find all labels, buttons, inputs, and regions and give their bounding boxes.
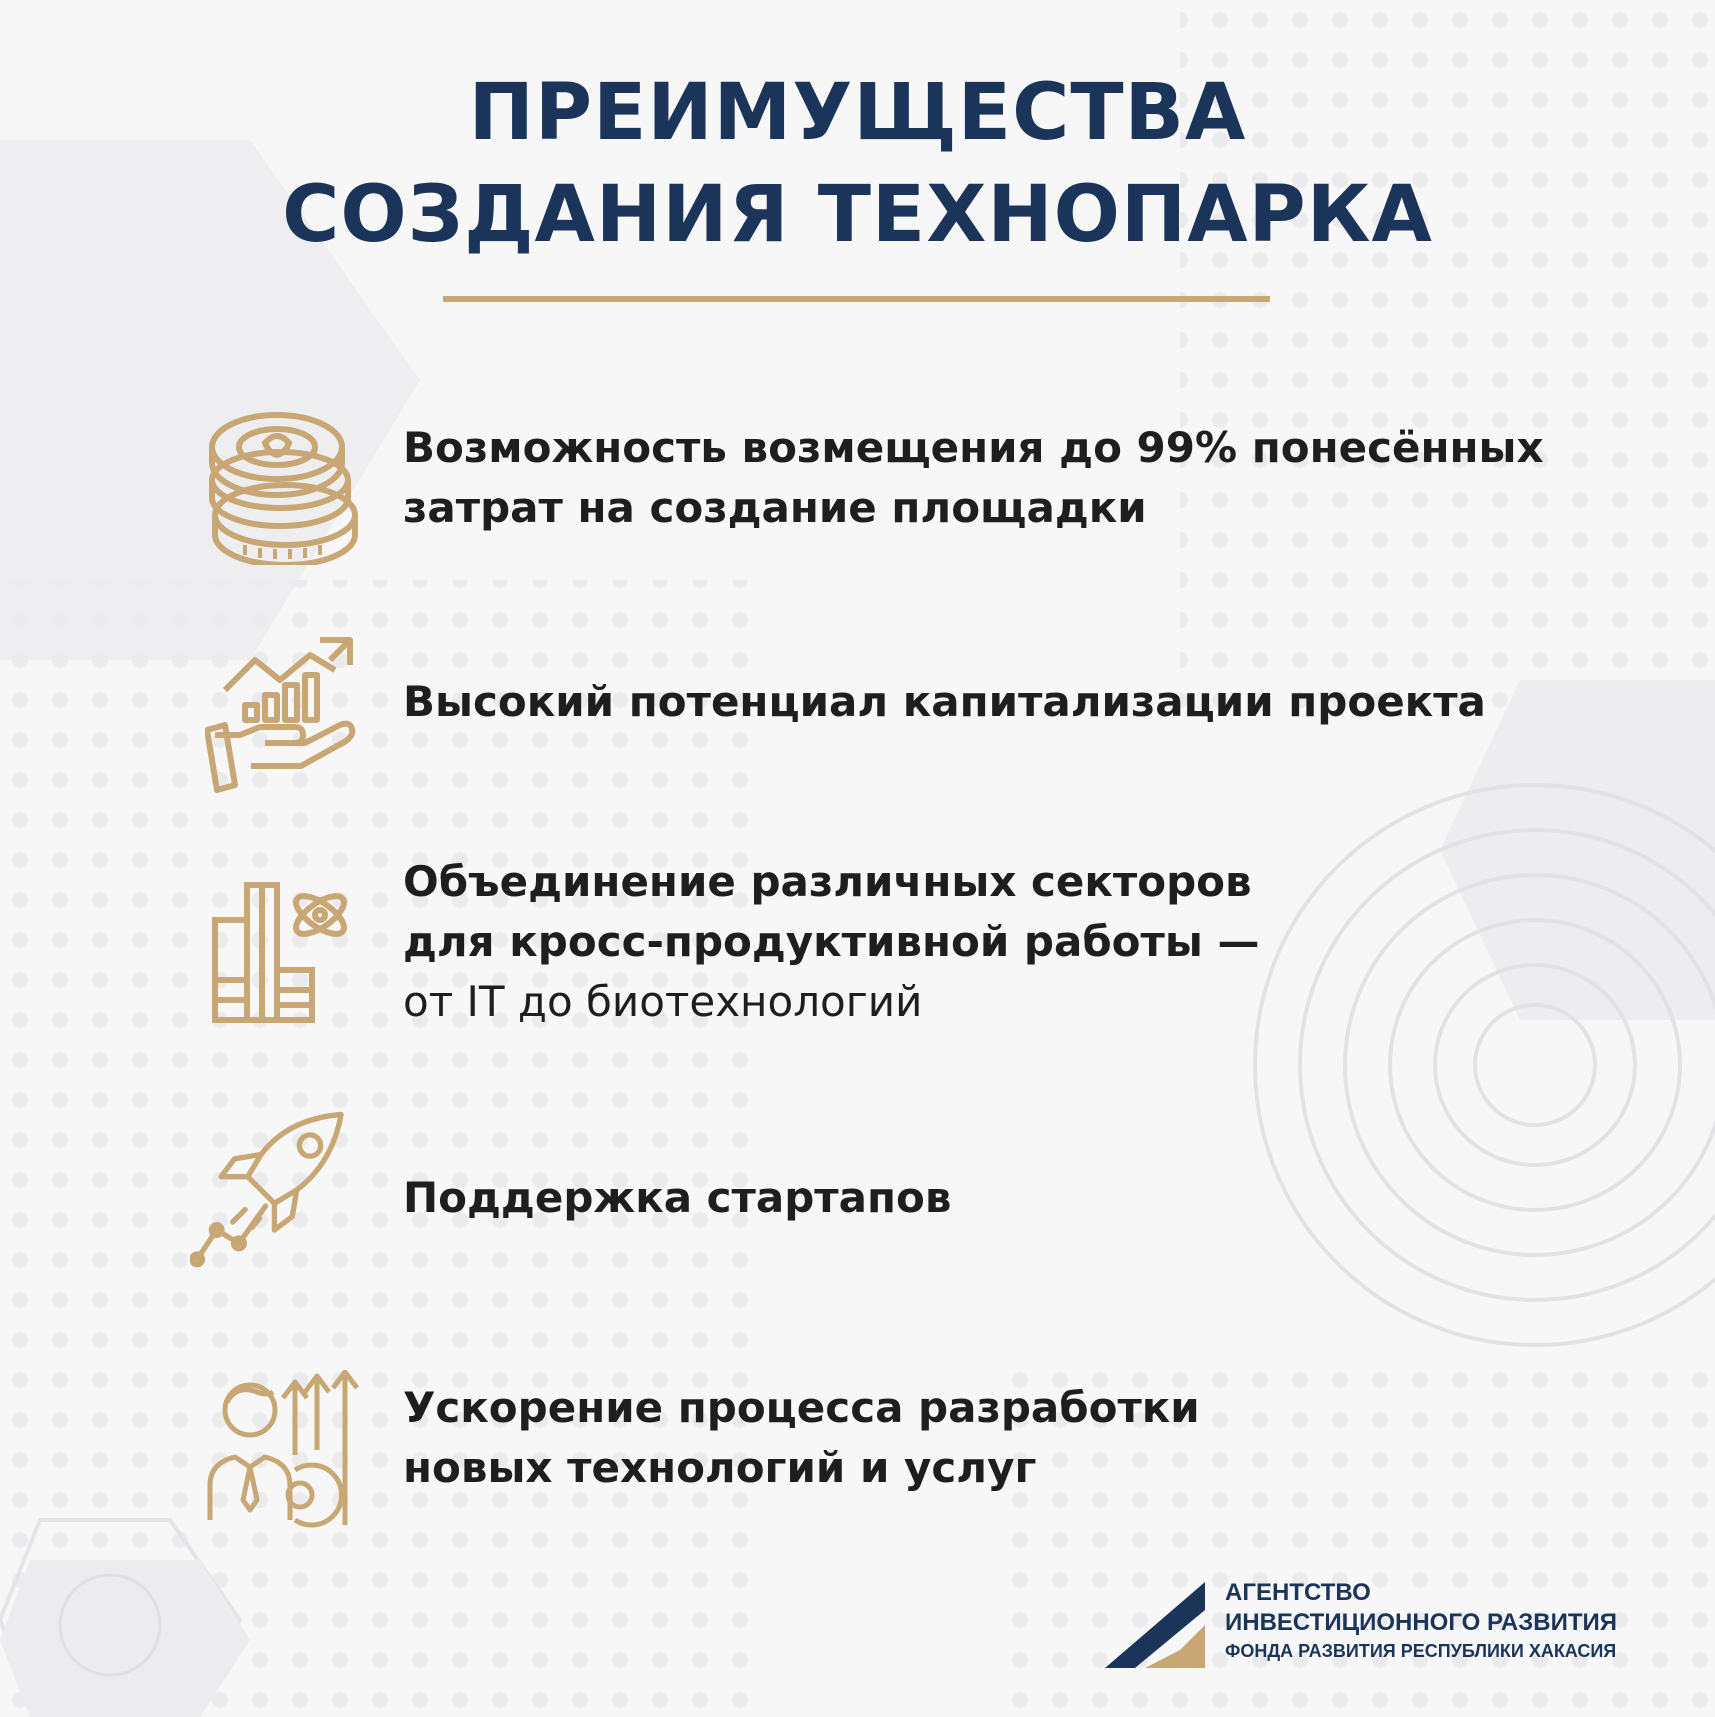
item-text-3 <box>403 852 1259 1032</box>
coins-icon <box>205 405 365 565</box>
item-text-4 <box>403 1168 951 1228</box>
item-text-1 <box>403 418 1544 538</box>
item-text-2 <box>403 672 1486 732</box>
agency-logo <box>1105 1578 1625 1668</box>
item-5-line-1: Ускорение процесса разработки <box>403 1383 1200 1432</box>
item-5-line-2: новых технологий и услуг <box>403 1443 1037 1492</box>
item-4-line-1: Поддержка стартапов <box>403 1173 952 1222</box>
agency-logo-mark <box>1105 1580 1225 1670</box>
agency-logo-text <box>1225 1578 1617 1664</box>
item-3-line-3: от IT до биотехнологий <box>403 977 923 1026</box>
hand-growth-chart-icon <box>205 635 365 795</box>
businessman-gear-arrows-icon <box>205 1370 365 1530</box>
logo-line-3: ФОНДА РАЗВИТИЯ РЕСПУБЛИКИ ХАКАСИЯ <box>1225 1641 1617 1661</box>
item-3-line-2: для кросс-продуктивной работы — <box>403 917 1260 966</box>
page-title <box>0 62 1715 266</box>
item-2-line-1: Высокий потенциал капитализации проекта <box>403 677 1486 726</box>
logo-line-1: АГЕНТСТВО <box>1225 1579 1371 1606</box>
item-3-line-1: Объединение различных секторов <box>403 857 1252 906</box>
title-line-2: СОЗДАНИЯ ТЕХНОПАРКА <box>282 170 1433 260</box>
item-1-line-1: Возможность возмещения до 99% понесённых <box>403 423 1544 472</box>
logo-line-2: ИНВЕСТИЦИОННОГО РАЗВИТИЯ <box>1225 1609 1617 1636</box>
rocket-icon <box>190 1110 350 1270</box>
item-text-5 <box>403 1378 1200 1498</box>
title-line-1: ПРЕИМУЩЕСТВА <box>468 68 1247 158</box>
title-underline <box>443 296 1270 302</box>
bars-atom-icon <box>205 875 365 1035</box>
item-1-line-2: затрат на создание площадки <box>403 483 1147 532</box>
